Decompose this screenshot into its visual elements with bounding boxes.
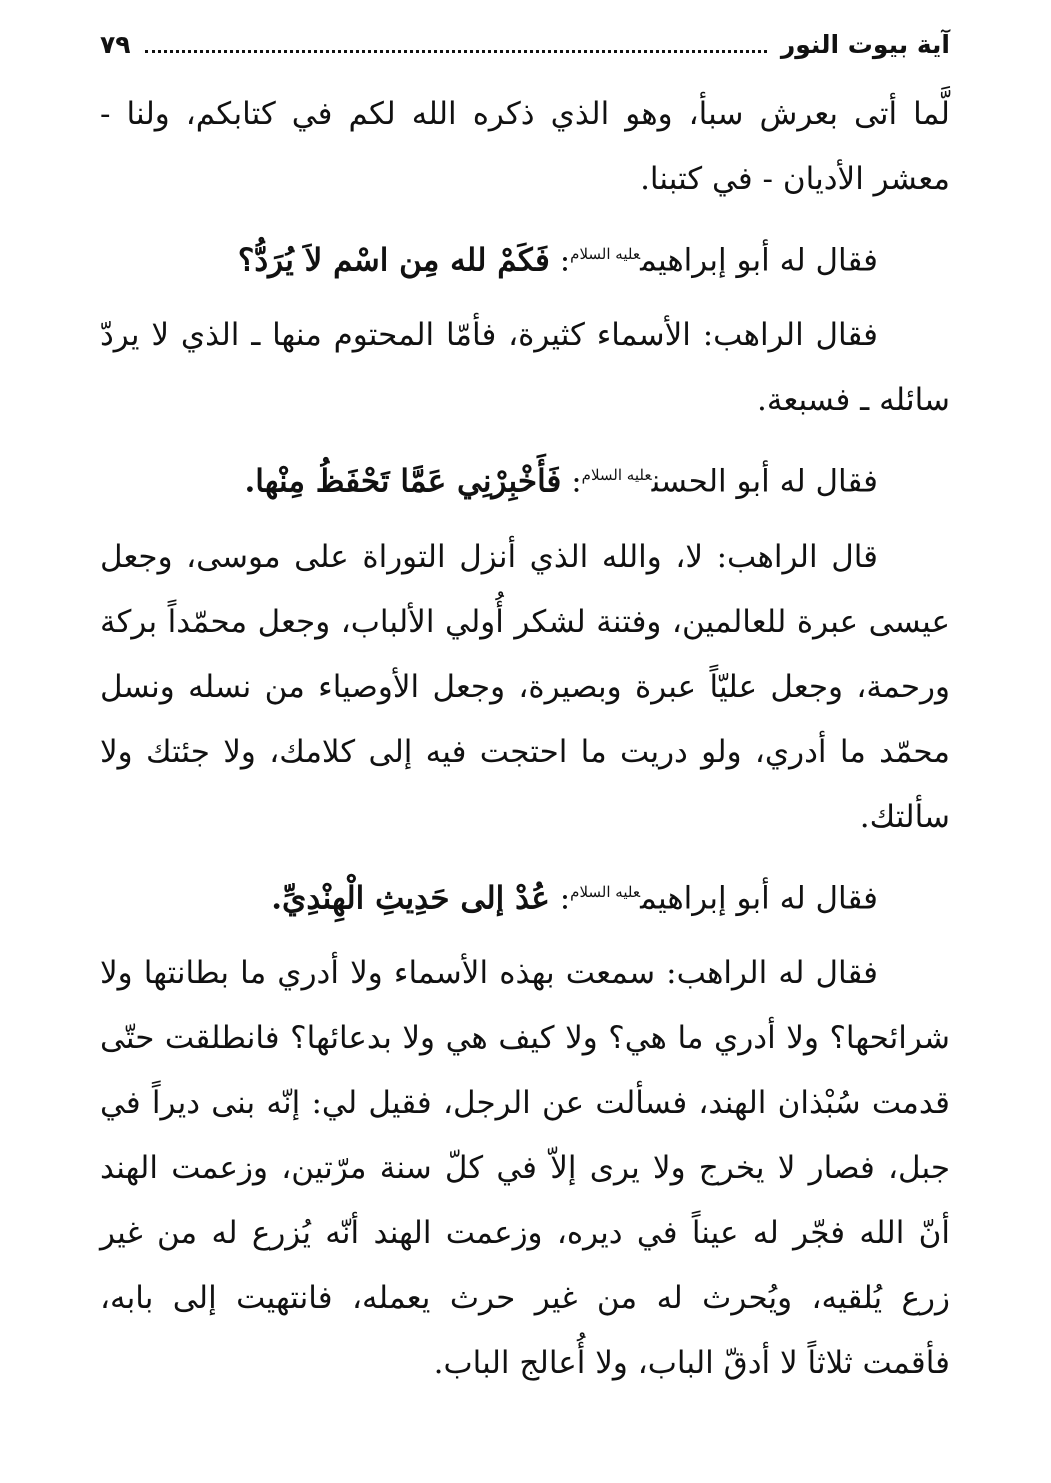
quoted-speech: فَأَخْبِرْنِي عَمَّا تَحْفَظُ مِنْها.	[244, 463, 562, 500]
honorific-glyph: عليه السلام	[570, 882, 641, 901]
dialogue-line-3	[100, 860, 950, 931]
paragraph-1: لَّما أتى بعرش سبأ، وهو الذي ذكره الله لكم في كتابكم، ولنا - معشر الأديان - في كتبنا.	[100, 96, 950, 197]
page-number: ٧٩	[100, 30, 131, 59]
colon: :	[561, 463, 582, 500]
colon: :	[549, 879, 571, 916]
speaker: فقال له أبو إبراهيم	[640, 242, 878, 279]
dialogue-line-2	[100, 443, 950, 514]
quoted-speech: عُدْ إلى حَدِيثِ الْهِنْدِيِّ.	[271, 879, 550, 916]
dialogue-line-1	[100, 222, 950, 293]
leader-dots	[145, 32, 767, 53]
book-page	[100, 30, 950, 1396]
paragraph-4: فقال له الراهب: سمعت بهذه الأسماء ولا أدري ما بطانتها ولا شرائحها؟ ولا أدري ما هي؟ ولا كيف هي ولا بدعائها؟ فانطلقت حتّى قدمت سُبْذان الهند، فسألت عن الرجل، فقيل لي: إنّه بنى ديراً في جبل، فصار لا يخرج ولا يرى إلاّ في كلّ سنة مرّتين، وزعمت الهند أنّ الله فجّر له عيناً في ديره، وزعمت الهند أنّه يُزرع له من غير زرع يُلقيه، ويُحرث له من غير حرث يعمله، فانتهيت إلى بابه، فأقمت ثلاثاً لا أدقّ الباب، ولا أُعالج الباب.	[100, 954, 950, 1381]
honorific-glyph: عليه السلام	[570, 245, 641, 263]
page-header	[100, 30, 950, 82]
running-title: آية بيوت النور	[780, 30, 950, 59]
paragraph-3: قال الراهب: لا، والله الذي أنزل التوراة على موسى، وجعل عيسى عبرة للعالمين، وفتنة لشكر أُولي الألباب، وجعل محمّداً بركة ورحمة، وجعل عليّاً عبرة وبصيرة، وجعل الأوصياء من نسله ونسل محمّد ما أدري، ولو دريت ما احتجت فيه إلى كلامك، ولا جئتك ولا سألتك.	[100, 538, 950, 835]
speaker: فقال له أبو إبراهيم	[640, 879, 878, 916]
colon: :	[549, 242, 571, 279]
paragraph-2: فقال الراهب: الأسماء كثيرة، فأمّا المحتوم منها ـ الذي لا يردّ سائله ـ فسبعة.	[100, 317, 950, 419]
honorific-glyph: عليه السلام	[581, 466, 652, 485]
speaker: فقال له أبو الحسن	[651, 463, 878, 500]
quoted-speech: فَكَمْ لله مِن اسْم لاَ يُرَدُّ؟	[237, 242, 550, 279]
